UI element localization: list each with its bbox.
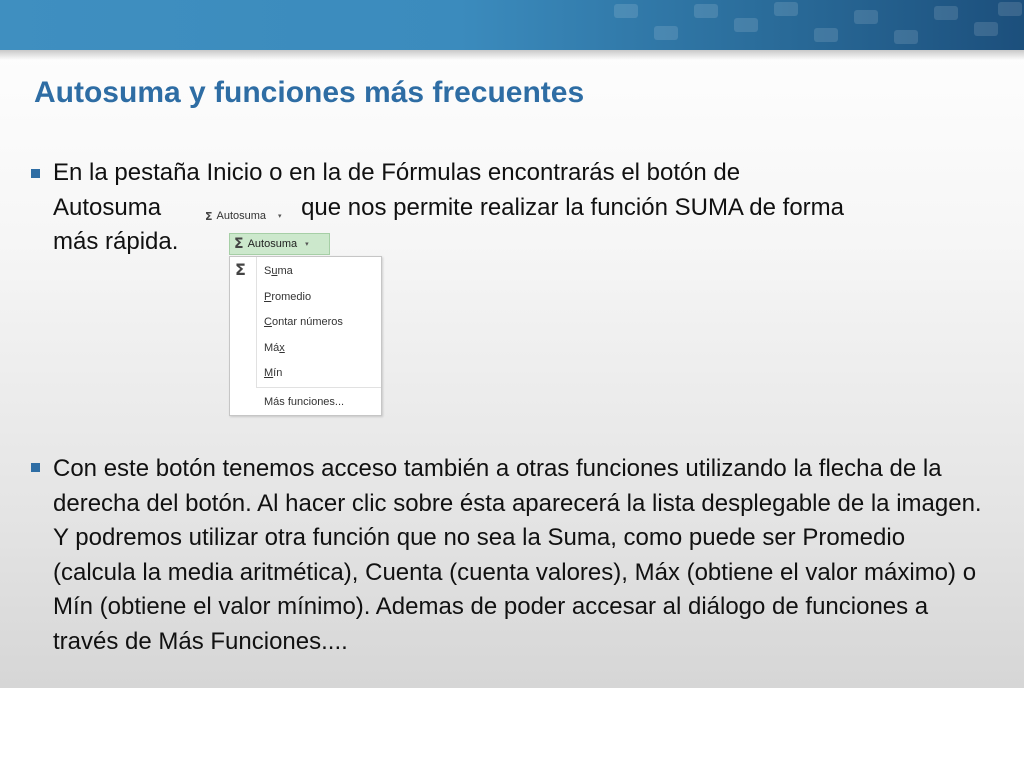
menu-icon-column-divider	[256, 257, 257, 387]
menu-item-max: Máx	[264, 342, 285, 354]
bullet-text-1	[53, 156, 993, 260]
header-shadow	[0, 50, 1024, 60]
menu-item-suma: Suma	[264, 265, 293, 277]
autosum-dropdown-image	[229, 233, 382, 416]
bullet-1-line-3: más rápida.	[53, 228, 179, 255]
autosum-dropdown-button	[229, 233, 330, 255]
caret-down-icon: ▾	[278, 213, 282, 220]
bullet-1-line-2-end: que nos permite realizar la función SUMA de forma	[301, 193, 844, 221]
bullet-marker-2	[31, 463, 40, 472]
bullet-marker-1	[31, 169, 40, 178]
decorative-tiles	[594, 0, 1024, 50]
sigma-icon: Σ	[234, 236, 244, 252]
slide-title: Autosuma y funciones más frecuentes	[34, 76, 585, 109]
autosum-button-image	[205, 207, 315, 225]
bullet-1-line-1: En la pestaña Inicio o en la de Fórmulas encontrarás el botón de	[53, 159, 741, 186]
autosum-button-label: Autosuma	[216, 210, 267, 222]
autosum-dropdown-button-label: Autosuma	[247, 238, 298, 250]
sigma-icon: Σ	[235, 260, 246, 279]
menu-item-promedio: Promedio	[264, 291, 312, 303]
bullet-text-2: Con este botón tenemos acceso también a otras funciones utilizando la flecha de la derecha del botón. Al hacer clic sobre ésta aparecerá la lista desplegable de la imagen. Y podremos utilizar otra función que no sea la Suma, como puede ser Promedio (calcula la media aritmética), Cuenta (cuenta valores), Máx (obtiene el valor máximo) o Mín (obtiene el valor mínimo). Ademas de poder accesar al diálogo de funciones a través de Más Funciones....	[53, 455, 982, 655]
bullet-1-line-2-start: Autosuma	[53, 193, 162, 221]
menu-item-contar-numeros: Contar números	[264, 316, 343, 328]
sigma-icon: Σ	[205, 209, 213, 223]
header-banner	[0, 0, 1024, 50]
autosum-dropdown-menu	[229, 256, 382, 416]
menu-item-mas-funciones: Más funciones...	[264, 396, 345, 408]
caret-down-icon: ▾	[305, 241, 309, 248]
menu-divider	[256, 387, 381, 388]
menu-item-min: Mín	[264, 367, 283, 379]
